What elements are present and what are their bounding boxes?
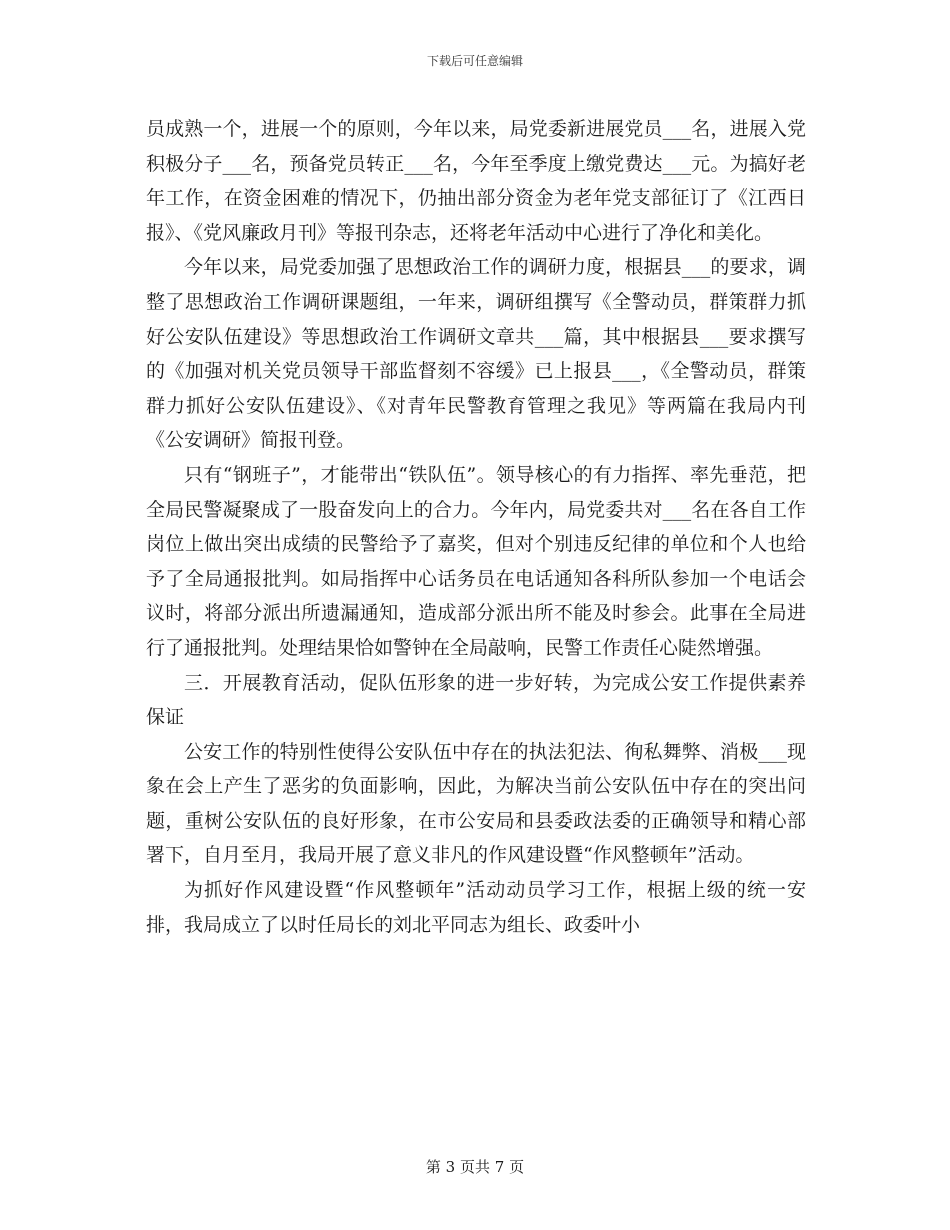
document-body	[146, 112, 806, 942]
page-number: 第 3 页共 7 页	[425, 1158, 525, 1176]
paragraph: 为抓好作风建设暨“作风整顿年”活动动员学习工作，根据上级的统一安排，我局成立了以时任局长的刘北平同志为组长、政委叶小	[146, 879, 806, 936]
paragraph: 公安工作的特别性使得公安队伍中存在的执法犯法、徇私舞弊、消极___现象在会上产生了恶劣的负面影响，因此，为解决当前公安队伍中存在的突出问题，重树公安队伍的良好形象，在市公安局和县委政法委的正确领导和精心部署下，自月至月，我局开展了意义非凡的作风建设暨“作风整顿年”活动。	[146, 740, 806, 867]
page-header: 下载后可任意编辑	[426, 54, 523, 68]
section-heading: 三．开展教育活动，促队伍形象的进一步好转，为完成公安工作提供素养保证	[146, 671, 806, 729]
paragraph: 今年以来，局党委加强了思想政治工作的调研力度，根据县___的要求，调整了思想政治工作调研课题组，一年来，调研组撰写《全警动员，群策群力抓好公安队伍建设》等思想政治工作调研文章共___篇，其中根据县___要求撰写的《加强对机关党员领导干部监督刻不容缓》已上报县___，《全警动员，群策群力抓好公安队伍建设》、《对青年民警教育管理之我见》等两篇在我局内刊《公安调研》简报刊登。	[146, 256, 806, 452]
paragraph: 只有“钢班子”，才能带出“铁队伍”。领导核心的有力指挥、率先垂范，把全局民警凝聚成了一股奋发向上的合力。今年内，局党委共对___名在各自工作岗位上做出突出成绩的民警给予了嘉奖，但对个别违反纪律的单位和个人也给予了全局通报批判。如局指挥中心话务员在电话通知各科所队参加一个电话会议时，将部分派出所遗漏通知，造成部分派出所不能及时参会。此事在全局进行了通报批判。处理结果恰如警钟在全局敲响，民警工作责任心陡然增强。	[146, 463, 806, 659]
paragraph-continued: 员成熟一个，进展一个的原则，今年以来，局党委新进展党员___名，进展入党积极分子___名，预备党员转正___名，今年至季度上缴党费达___元。为搞好老年工作，在资金困难的情况下，仍抽出部分资金为老年党支部征订了《江西日报》、《党风廉政月刊》等报刊杂志，还将老年活动中心进行了净化和美化。	[146, 118, 806, 244]
